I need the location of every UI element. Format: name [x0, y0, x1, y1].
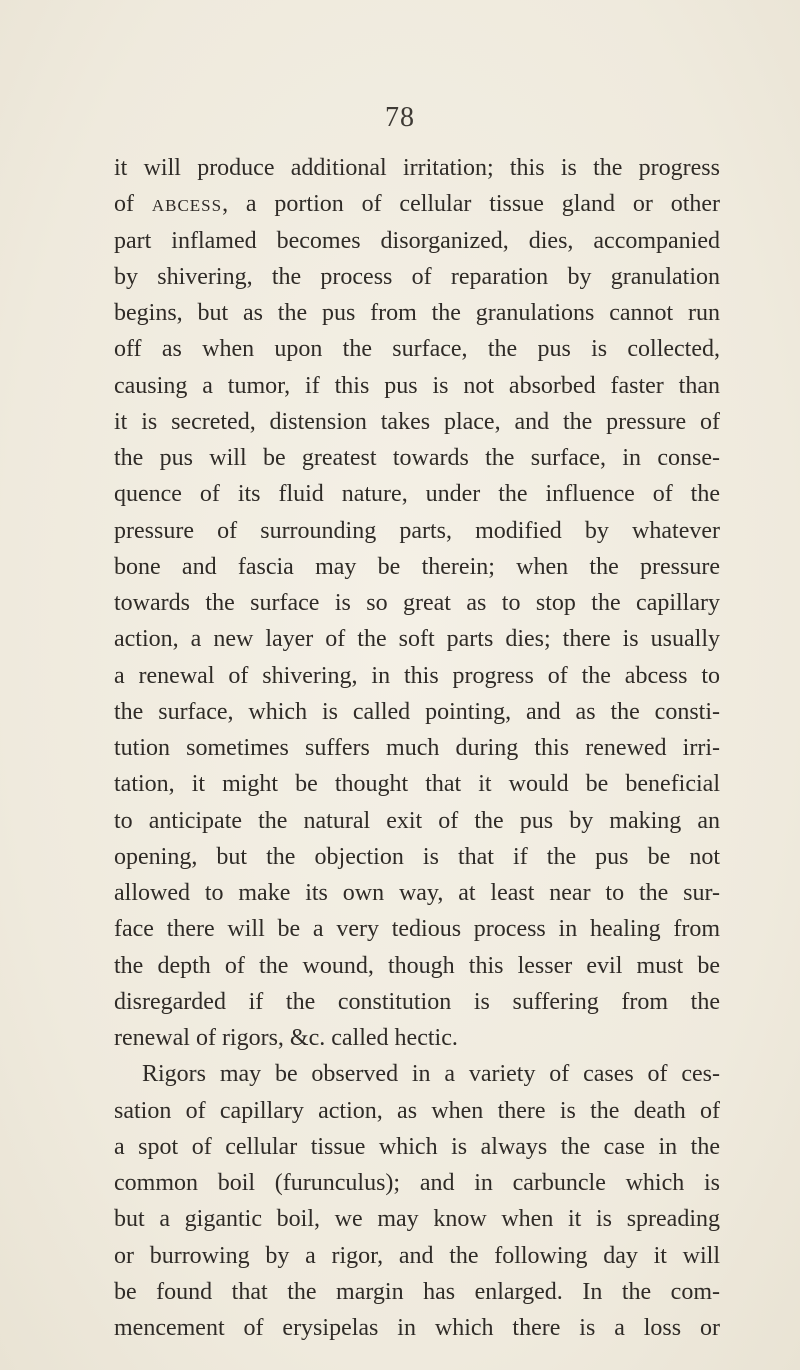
- text-line: [114, 223, 720, 259]
- text-line: [114, 766, 720, 802]
- text-line: [114, 186, 720, 222]
- text-segment: be found that the margin has enlarged. In the com-: [114, 1278, 720, 1305]
- text-line: [114, 1310, 720, 1346]
- text-line: [114, 1093, 720, 1129]
- text-line: [114, 1274, 720, 1310]
- text-segment: tution sometimes suffers much during this renewed irri-: [114, 735, 720, 761]
- text-line: [114, 984, 720, 1020]
- text-segment: action, a new layer of the soft parts dies; there is usually: [114, 626, 720, 653]
- text-segment: face there will be a very tedious process in healing from: [114, 916, 720, 943]
- text-segment: disregarded if the constitution is suffering from the: [114, 988, 720, 1015]
- text-line: [114, 803, 720, 839]
- text-segment: or burrowing by a rigor, and the following day it will: [114, 1242, 720, 1269]
- text-segment: begins, but as the pus from the granulations cannot run: [114, 300, 720, 326]
- text-line: [114, 621, 720, 657]
- text-line: [114, 331, 720, 367]
- text-line: [114, 1056, 720, 1092]
- text-line: [114, 658, 720, 694]
- text-line: [114, 1201, 720, 1237]
- text-line: [114, 549, 720, 585]
- text-segment: it is secreted, distension takes place, and the pressure of: [114, 408, 720, 435]
- text-line: [114, 1020, 720, 1056]
- text-segment: to anticipate the natural exit of the pus by making an: [114, 807, 720, 834]
- text-line: [114, 150, 720, 186]
- text-segment: towards the surface is so great as to stop the capillary: [114, 590, 720, 616]
- text-segment: Rigors may be observed in a variety of cases of ces-: [142, 1061, 720, 1088]
- text-segment: allowed to make its own way, at least near to the sur-: [114, 880, 720, 906]
- text-segment: the pus will be greatest towards the surface, in conse-: [114, 445, 720, 471]
- text-segment: tation, it might be thought that it would be beneficial: [114, 771, 720, 798]
- smallcaps-term: abcess: [151, 191, 223, 218]
- text-line: [114, 295, 720, 331]
- text-line: [114, 368, 720, 404]
- text-segment: , a portion of cellular tissue gland or other: [222, 191, 721, 218]
- body-text: [114, 150, 720, 1346]
- text-segment: a renewal of shivering, in this progress of the abcess to: [114, 662, 720, 689]
- text-segment: part inflamed becomes disorganized, dies, accompanied: [114, 227, 720, 254]
- text-segment: of: [114, 191, 152, 218]
- page-number: 78: [385, 102, 415, 133]
- text-segment: it will produce additional irritation; this is the progress: [114, 155, 720, 181]
- text-segment: by shivering, the process of reparation by granulation: [114, 263, 720, 290]
- text-segment: pressure of surrounding parts, modified by whatever: [114, 517, 720, 544]
- text-segment: a spot of cellular tissue which is always the case in the: [114, 1133, 720, 1160]
- text-line: [114, 730, 720, 766]
- text-line: [114, 1129, 720, 1165]
- text-line: [114, 585, 720, 621]
- text-line: [114, 839, 720, 875]
- text-segment: bone and fascia may be therein; when the pressure: [114, 553, 720, 580]
- text-segment: mencement of erysipelas in which there is a loss or: [114, 1315, 720, 1341]
- text-segment: quence of its fluid nature, under the influence of the: [114, 481, 720, 508]
- text-segment: the surface, which is called pointing, and as the consti-: [114, 698, 720, 725]
- text-segment: the depth of the wound, though this lesser evil must be: [114, 952, 720, 979]
- text-line: [114, 1165, 720, 1201]
- text-line: [114, 875, 720, 911]
- text-line: [114, 948, 720, 984]
- text-line: [114, 259, 720, 295]
- text-segment: opening, but the objection is that if the pus be not: [114, 843, 720, 870]
- text-line: [114, 911, 720, 947]
- text-line: [114, 404, 720, 440]
- text-segment: causing a tumor, if this pus is not absorbed faster than: [114, 372, 720, 399]
- text-line: [114, 694, 720, 730]
- text-segment: off as when upon the surface, the pus is collected,: [114, 336, 720, 363]
- text-line: [114, 513, 720, 549]
- text-segment: common boil (furunculus); and in carbuncle which is: [114, 1170, 720, 1196]
- text-line: [114, 1238, 720, 1274]
- text-line: [114, 476, 720, 512]
- text-segment: sation of capillary action, as when there is the death of: [114, 1097, 720, 1124]
- text-segment: but a gigantic boil, we may know when it is spreading: [114, 1206, 720, 1233]
- text-line: [114, 440, 720, 476]
- text-segment: renewal of rigors, &c. called hectic.: [114, 1025, 458, 1051]
